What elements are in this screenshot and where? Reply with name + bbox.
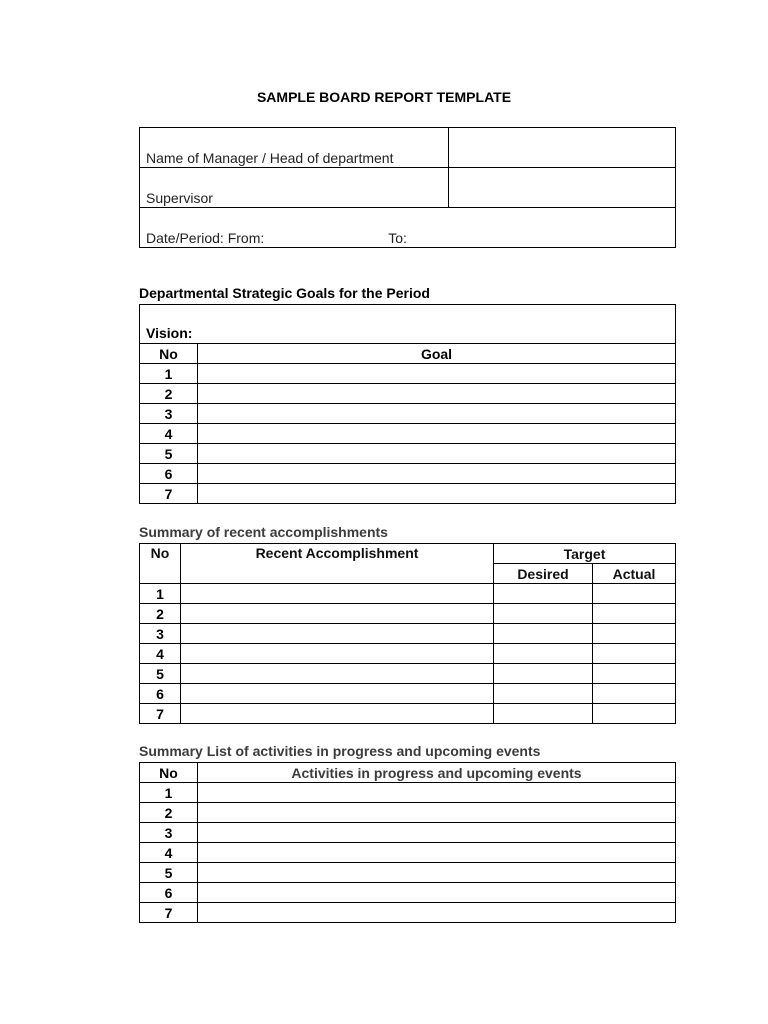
activity-cell[interactable]: [198, 823, 676, 843]
info-table: [139, 127, 676, 248]
goal-cell[interactable]: [198, 424, 676, 444]
table-row: [140, 384, 676, 404]
row-number: 6: [140, 684, 181, 704]
row-number: 6: [140, 883, 198, 903]
table-row: [140, 584, 676, 604]
row-number: 4: [140, 843, 198, 863]
accomplishments-header-row: [140, 544, 676, 564]
table-row: [140, 903, 676, 923]
manager-value-cell[interactable]: [449, 128, 676, 168]
goal-cell[interactable]: [198, 404, 676, 424]
period-row: [140, 208, 676, 248]
desired-cell[interactable]: [494, 604, 593, 624]
activity-cell[interactable]: [198, 863, 676, 883]
row-number: 3: [140, 823, 198, 843]
table-row: [140, 444, 676, 464]
table-row: [140, 624, 676, 644]
goal-cell[interactable]: [198, 384, 676, 404]
supervisor-row: [140, 168, 676, 208]
activities-section-title: Summary List of activities in progress and upcoming events: [139, 743, 541, 759]
row-number: 7: [140, 704, 181, 724]
period-to-label: To:: [388, 230, 407, 246]
table-row: [140, 364, 676, 384]
goals-col-no: No: [140, 344, 198, 364]
actual-cell[interactable]: [593, 604, 676, 624]
vision-label[interactable]: Vision:: [140, 305, 676, 344]
table-row: [140, 843, 676, 863]
table-row: [140, 484, 676, 504]
accomplishment-cell[interactable]: [181, 624, 494, 644]
row-number: 3: [140, 624, 181, 644]
row-number: 1: [140, 783, 198, 803]
table-row: [140, 883, 676, 903]
act-col-activities: Activities in progress and upcoming events: [198, 763, 676, 783]
desired-cell[interactable]: [494, 584, 593, 604]
activity-cell[interactable]: [198, 783, 676, 803]
row-number: 1: [140, 584, 181, 604]
row-number: 6: [140, 464, 198, 484]
goals-col-goal: Goal: [198, 344, 676, 364]
acc-col-no: No: [140, 544, 181, 584]
accomplishment-cell[interactable]: [181, 584, 494, 604]
accomplishments-table: [139, 543, 676, 724]
accomplishments-section-title: Summary of recent accomplishments: [139, 524, 388, 540]
row-number: 5: [140, 664, 181, 684]
activities-header-row: [140, 763, 676, 783]
table-row: [140, 803, 676, 823]
period-cell[interactable]: [140, 208, 676, 248]
acc-col-accomplishment: Recent Accomplishment: [181, 544, 494, 584]
activity-cell[interactable]: [198, 883, 676, 903]
desired-cell[interactable]: [494, 644, 593, 664]
row-number: 7: [140, 484, 198, 504]
table-row: [140, 664, 676, 684]
table-row: [140, 644, 676, 664]
activities-table: [139, 762, 676, 923]
acc-col-actual: Actual: [593, 564, 676, 584]
row-number: 1: [140, 364, 198, 384]
row-number: 4: [140, 644, 181, 664]
desired-cell[interactable]: [494, 684, 593, 704]
row-number: 7: [140, 903, 198, 923]
row-number: 4: [140, 424, 198, 444]
desired-cell[interactable]: [494, 624, 593, 644]
table-row: [140, 684, 676, 704]
goals-header-row: [140, 344, 676, 364]
table-row: [140, 783, 676, 803]
row-number: 3: [140, 404, 198, 424]
act-col-no: No: [140, 763, 198, 783]
actual-cell[interactable]: [593, 704, 676, 724]
row-number: 5: [140, 863, 198, 883]
table-row: [140, 404, 676, 424]
supervisor-label: Supervisor: [140, 168, 449, 208]
row-number: 5: [140, 444, 198, 464]
accomplishment-cell[interactable]: [181, 644, 494, 664]
actual-cell[interactable]: [593, 584, 676, 604]
period-from-label: Date/Period: From:: [146, 230, 265, 246]
row-number: 2: [140, 604, 181, 624]
goal-cell[interactable]: [198, 464, 676, 484]
activity-cell[interactable]: [198, 903, 676, 923]
manager-row: [140, 128, 676, 168]
actual-cell[interactable]: [593, 644, 676, 664]
desired-cell[interactable]: [494, 704, 593, 724]
actual-cell[interactable]: [593, 684, 676, 704]
table-row: [140, 704, 676, 724]
row-number: 2: [140, 384, 198, 404]
table-row: [140, 823, 676, 843]
accomplishment-cell[interactable]: [181, 704, 494, 724]
manager-label: Name of Manager / Head of department: [140, 128, 449, 168]
supervisor-value-cell[interactable]: [449, 168, 676, 208]
table-row: [140, 604, 676, 624]
actual-cell[interactable]: [593, 664, 676, 684]
row-number: 2: [140, 803, 198, 823]
table-row: [140, 424, 676, 444]
goals-table: [139, 304, 676, 504]
goal-cell[interactable]: [198, 444, 676, 464]
desired-cell[interactable]: [494, 664, 593, 684]
document-title: SAMPLE BOARD REPORT TEMPLATE: [256, 89, 512, 105]
acc-col-target: Target: [494, 544, 676, 564]
acc-col-desired: Desired: [494, 564, 593, 584]
accomplishment-cell[interactable]: [181, 664, 494, 684]
table-row: [140, 863, 676, 883]
activity-cell[interactable]: [198, 843, 676, 863]
table-row: [140, 464, 676, 484]
goal-cell[interactable]: [198, 364, 676, 384]
vision-row: [140, 305, 676, 344]
goals-section-title: Departmental Strategic Goals for the Period: [139, 285, 430, 301]
actual-cell[interactable]: [593, 624, 676, 644]
accomplishment-cell[interactable]: [181, 684, 494, 704]
activity-cell[interactable]: [198, 803, 676, 823]
goal-cell[interactable]: [198, 484, 676, 504]
accomplishment-cell[interactable]: [181, 604, 494, 624]
